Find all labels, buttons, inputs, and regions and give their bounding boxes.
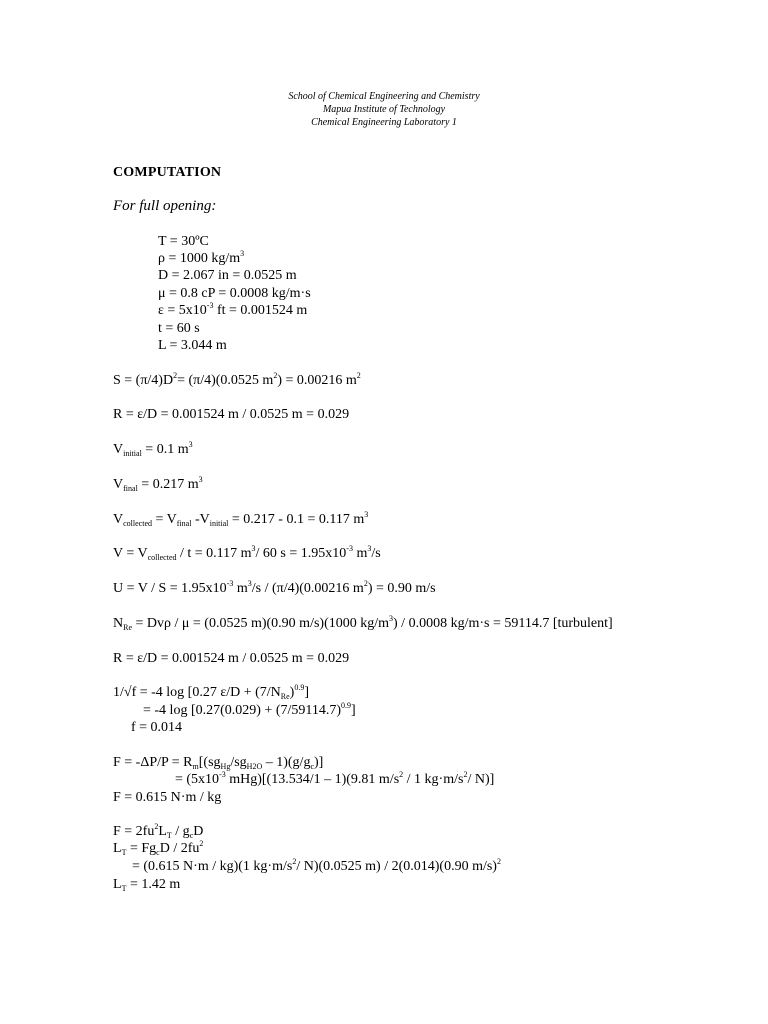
- given-density: ρ = 1000 $kg/m^3$: [158, 249, 245, 266]
- eq-head-loss-3: F = 0.615 N·m / kg: [113, 790, 222, 805]
- eq-friction-3: f = 0.014: [131, 720, 183, 735]
- eq-relative-roughness-1: R = ε/D = 0.001524 m / 0.0525 m = 0.029: [113, 407, 350, 422]
- given-length: L = 3.044 m: [158, 338, 227, 353]
- eq-relative-roughness-2: R = ε/D = 0.001524 m / 0.0525 m = 0.029: [113, 651, 350, 666]
- eq-fanning: $F = 2fu^2L_T / g_cD$: [113, 822, 204, 840]
- eq-v-final: $V_{final} = 0.217$ $m^3$: [113, 475, 203, 493]
- eq-area: $S = (\pi/4)D^2= (\pi/4)(0.0525$ $m^2) = 0.00216$ $m^2$: [113, 371, 361, 388]
- eq-v-initial: $V_{initial} = 0.1$ $m^3$: [113, 440, 193, 458]
- eq-flow-rate: $V = V_{collected} / t = 0.117$ $m^3/$ 60 $s = 1.95x10^{-3}$ $m^3/s$: [113, 544, 381, 562]
- header-school: School of Chemical Engineering and Chemistry: [288, 91, 480, 102]
- given-temperature: T = 30ºC: [158, 234, 209, 249]
- header-institute: Mapua Institute of Technology: [322, 104, 446, 115]
- eq-head-loss-2: = ($5x10^{-3}$ mHg)[(13.534/1 – 1)(9.81 $m/s^2 / 1$ $kg\cdot m/s^2/$ N)]: [175, 770, 495, 787]
- given-diameter: D = 2.067 in = 0.0525 m: [158, 268, 297, 283]
- eq-length-3: $L_T = 1.42$ m: [113, 877, 181, 893]
- eq-friction-2: = -4 $\log [0.27(0.029) + (7/59114.7)^{0.9}]$: [143, 701, 356, 718]
- section-title: COMPUTATION: [113, 165, 222, 180]
- eq-head-loss-1: $F = -\Delta P/P = R_m[(sg_{Hg}/sg_{H2O} - 1)(g/g_c)]$: [113, 755, 324, 771]
- eq-friction-1: 1/√f = -4 log [0.27 $\varepsilon/D + (7/N_{Re})^{0.9}$]: [113, 683, 310, 701]
- given-roughness: $\varepsilon = 5x10^{-3}$ ft = 0.001524 m: [158, 301, 308, 318]
- eq-length-1: $L_T = Fg_cD / 2fu^2$: [113, 839, 204, 857]
- given-time: t = 60 s: [158, 321, 200, 336]
- eq-reynolds: $N_{Re} = Dv\rho / \mu = (0.0525$ m)(0.90 m/s)(1000 $kg/m^3) / 0.0008$ kg/m·s = 59114.7 [turbulent]: [113, 614, 613, 632]
- eq-v-collected: $V_{collected} = V_{final}$ $-V_{initial} = 0.217 - 0.1 = 0.117$ $m^3$: [113, 510, 369, 528]
- eq-length-2: = (0.615 N·m / kg)(1 $kg\cdot m/s^2/$ N)(0.0525 m) / 2(0.014)(0.90 m/s)$^2$: [132, 857, 501, 874]
- eq-velocity: $U = V / S = 1.95x10^{-3}$ $m^3/s / (\pi/4)(0.00216$ $m^2) = 0.90$ m/s: [113, 579, 436, 596]
- header-course: Chemical Engineering Laboratory 1: [311, 117, 457, 128]
- subtitle: For full opening:: [113, 198, 217, 214]
- given-viscosity: μ = 0.8 cP = 0.0008 kg/m·s: [158, 286, 311, 301]
